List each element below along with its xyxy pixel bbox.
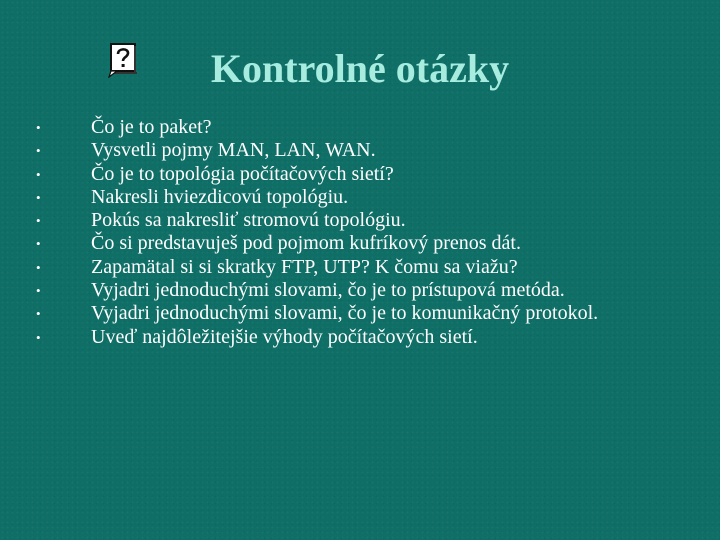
- question-mark-note-icon: [108, 42, 140, 78]
- question-text: Zapamätal si si skratky FTP, UTP? K čomu sa viažu?: [91, 255, 518, 278]
- question-text: Čo je to paket?: [91, 116, 212, 138]
- question-item: [36, 256, 696, 279]
- question-text: Pokús sa nakresliť stromovú topológiu.: [91, 209, 406, 232]
- question-list: [36, 116, 696, 349]
- question-item: [36, 139, 696, 162]
- question-text: Vysvetli pojmy MAN, LAN, WAN.: [91, 139, 376, 162]
- question-item: [36, 279, 696, 302]
- question-item: [36, 209, 696, 232]
- bullet-icon: •: [36, 120, 41, 135]
- question-item: [36, 302, 696, 325]
- question-text: Vyjadri jednoduchými slovami, čo je to prístupová metóda.: [91, 279, 565, 302]
- question-text: Uveď najdôležitejšie výhody počítačových sietí.: [91, 325, 478, 348]
- question-item: [36, 326, 696, 349]
- question-text: Vyjadri jednoduchými slovami, čo je to komunikačný protokol.: [91, 302, 599, 325]
- bullet-icon: •: [36, 306, 41, 322]
- bullet-icon: •: [36, 213, 41, 229]
- question-item: [36, 163, 696, 186]
- question-text: Čo si predstavuješ pod pojmom kufríkový prenos dát.: [91, 232, 521, 255]
- question-item: [36, 232, 696, 255]
- bullet-icon: •: [36, 143, 41, 159]
- bullet-icon: •: [36, 236, 41, 252]
- bullet-icon: •: [36, 259, 41, 275]
- bullet-icon: •: [36, 166, 41, 182]
- bullet-icon: •: [36, 329, 41, 345]
- question-item: [36, 116, 696, 139]
- slide-title: Kontrolné otázky: [210, 46, 510, 91]
- question-text: Čo je to topológia počítačových sietí?: [91, 162, 394, 185]
- question-text: Nakresli hviezdicovú topológiu.: [91, 185, 349, 208]
- bullet-icon: •: [36, 283, 41, 299]
- bullet-icon: •: [36, 189, 41, 205]
- question-item: [36, 186, 696, 209]
